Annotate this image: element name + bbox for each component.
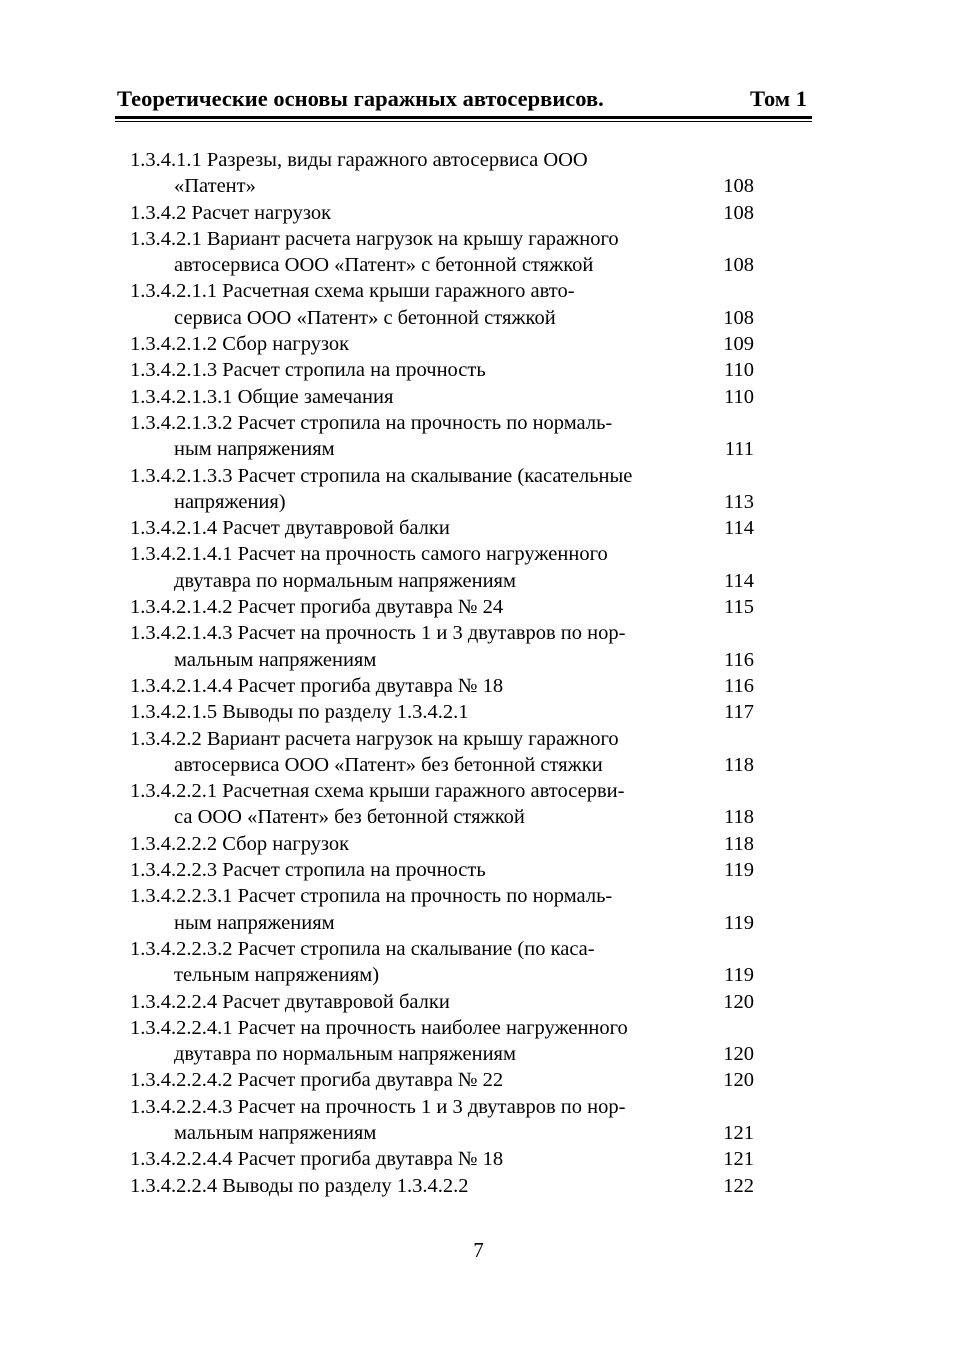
toc-entry-title: 1.3.4.2 Расчет нагрузок (130, 201, 332, 224)
toc-entry-title: 1.3.4.2.1.3 Расчет стропила на прочность (130, 359, 486, 382)
toc-entry-title-continuation: са ООО «Патент» без бетонной стяжкой (174, 806, 525, 829)
toc-entry (130, 147, 754, 200)
toc-entry-title: 1.3.4.2.2.3.2 Расчет стропила на скалывание (по каса- (130, 937, 595, 960)
toc-entry (130, 699, 754, 725)
toc-entry-title: 1.3.4.2.1.4 Расчет двутавровой балки (130, 517, 450, 540)
toc-entry-title-continuation: двутавра по нормальным напряжениям (174, 569, 516, 592)
toc-entry-page: 108 (723, 175, 754, 198)
toc-entry-title: 1.3.4.2.1.3.2 Расчет стропила на прочность по нормаль- (130, 411, 613, 434)
toc-entry-title-continuation: мальным напряжениям (174, 1121, 377, 1144)
toc-entry-page: 113 (724, 490, 754, 513)
header-title: Теоретические основы гаражных автосервисов. (117, 86, 604, 111)
toc-entry-page: 118 (724, 806, 754, 829)
toc-entry-page: 108 (723, 254, 754, 277)
toc-entry (130, 857, 754, 883)
toc-entry-page: 110 (724, 359, 754, 382)
toc-entry-page: 117 (724, 701, 754, 724)
toc-entry-title: 1.3.4.2.1.4.2 Расчет прогиба двутавра № 24 (130, 596, 504, 619)
toc-entry-title: 1.3.4.2.2.4 Выводы по разделу 1.3.4.2.2 (130, 1174, 469, 1197)
toc-entry (130, 463, 754, 516)
toc-entry (130, 1094, 754, 1147)
toc-entry-title: 1.3.4.2.1.4.1 Расчет на прочность самого нагруженного (130, 543, 608, 566)
toc-entry-page: 121 (723, 1121, 754, 1144)
toc-entry-page: 108 (723, 201, 754, 224)
toc-entry-page: 108 (723, 306, 754, 329)
toc-entry-page: 116 (724, 674, 754, 697)
toc-entry-title-continuation: ным напряжениям (174, 438, 335, 461)
toc-entry-title: 1.3.4.2.2.4 Расчет двутавровой балки (130, 990, 450, 1013)
toc-entry-page: 116 (724, 648, 754, 671)
toc-entry-page: 119 (724, 911, 754, 934)
toc-entry-title: 1.3.4.2.1.5 Выводы по разделу 1.3.4.2.1 (130, 701, 469, 724)
toc-entry (130, 1015, 754, 1068)
toc-entry (130, 515, 754, 541)
toc-entry-title: 1.3.4.2.1.3.1 Общие замечания (130, 385, 394, 408)
toc-entry-page: 110 (724, 385, 754, 408)
toc-entry-title: 1.3.4.2.2 Вариант расчета нагрузок на крышу гаражного (130, 727, 619, 750)
toc-entry (130, 226, 754, 279)
toc-entry-page: 119 (724, 859, 754, 882)
toc-entry-page: 118 (724, 832, 754, 855)
toc-entry (130, 673, 754, 699)
toc-entry (130, 541, 754, 594)
toc-entry (130, 357, 754, 383)
toc-entry-title: 1.3.4.2.2.2 Сбор нагрузок (130, 832, 350, 855)
toc-entry-title-continuation: тельным напряжениям) (174, 964, 380, 987)
toc-entry (130, 410, 754, 463)
toc-entry (130, 1067, 754, 1093)
toc-entry-title-continuation: напряжения) (174, 490, 286, 513)
toc-entry-title: 1.3.4.2.2.4.3 Расчет на прочность 1 и 3 двутавров по нор- (130, 1095, 626, 1118)
toc-entry-title: 1.3.4.2.2.3.1 Расчет стропила на прочность по нормаль- (130, 885, 613, 908)
toc-entry (130, 831, 754, 857)
toc-entry-title: 1.3.4.2.2.1 Расчетная схема крыши гаражного автосерви- (130, 780, 625, 803)
toc-entry-title: 1.3.4.2.2.3 Расчет стропила на прочность (130, 859, 486, 882)
header-volume: Том 1 (749, 86, 807, 111)
toc-entry-title: 1.3.4.2.1.2 Сбор нагрузок (130, 333, 350, 356)
toc-entry-page: 120 (723, 1069, 754, 1092)
toc-entry-title: 1.3.4.2.2.4.1 Расчет на прочность наиболее нагруженного (130, 1016, 628, 1039)
toc-entry-title-continuation: сервиса ООО «Патент» с бетонной стяжкой (174, 306, 556, 329)
toc-entry-title: 1.3.4.2.2.4.4 Расчет прогиба двутавра № 18 (130, 1148, 504, 1171)
toc-entry (130, 331, 754, 357)
toc-entry-page: 120 (723, 1043, 754, 1066)
toc-entry-title-continuation: мальным напряжениям (174, 648, 377, 671)
toc-entry (130, 384, 754, 410)
toc-entry-page: 119 (724, 964, 754, 987)
toc-entry (130, 989, 754, 1015)
toc-entry-page: 122 (723, 1174, 754, 1197)
toc-entry (130, 726, 754, 779)
toc-entry-title: 1.3.4.2.1.4.4 Расчет прогиба двутавра № 18 (130, 674, 504, 697)
toc-entry-title-continuation: автосервиса ООО «Патент» с бетонной стяжкой (174, 254, 594, 277)
toc-entry (130, 620, 754, 673)
toc-entry (130, 278, 754, 331)
toc-entry-title-continuation: двутавра по нормальным напряжениям (174, 1043, 516, 1066)
toc-entry-title: 1.3.4.2.1.3.3 Расчет стропила на скалывание (касательные (130, 464, 633, 487)
toc-entry-title: 1.3.4.1.1 Разрезы, виды гаражного автосервиса ООО (130, 149, 588, 171)
toc-entry (130, 200, 754, 226)
toc-entry-page: 120 (723, 990, 754, 1013)
toc-entry (130, 1173, 754, 1199)
toc-entry-title-continuation: ным напряжениям (174, 911, 335, 934)
toc-entry (130, 1146, 754, 1172)
toc-entry-title: 1.3.4.2.1 Вариант расчета нагрузок на крышу гаражного (130, 227, 619, 250)
running-header (117, 86, 811, 118)
table-of-contents (130, 147, 754, 1199)
toc-entry-title: 1.3.4.2.2.4.2 Расчет прогиба двутавра № 22 (130, 1069, 504, 1092)
toc-entry (130, 594, 754, 620)
toc-entry-page: 118 (724, 753, 754, 776)
toc-entry (130, 778, 754, 831)
toc-entry-page: 109 (723, 333, 754, 356)
toc-entry-page: 114 (724, 569, 754, 592)
toc-entry-page: 114 (724, 517, 754, 540)
toc-entry (130, 936, 754, 989)
toc-entry (130, 883, 754, 936)
toc-entry-title-continuation: автосервиса ООО «Патент» без бетонной стяжки (174, 753, 603, 776)
toc-entry-title-continuation: «Патент» (174, 175, 256, 198)
toc-entry-page: 121 (723, 1148, 754, 1171)
toc-entry-page: 115 (724, 596, 754, 619)
header-rule-thin (115, 121, 812, 122)
page-number: 7 (473, 1238, 484, 1262)
toc-entry-title: 1.3.4.2.1.1 Расчетная схема крыши гаражного авто- (130, 280, 575, 303)
toc-entry-page: 111 (724, 438, 754, 461)
toc-entry-title: 1.3.4.2.1.4.3 Расчет на прочность 1 и 3 двутавров по нор- (130, 622, 626, 645)
header-rule-thick (115, 116, 812, 119)
